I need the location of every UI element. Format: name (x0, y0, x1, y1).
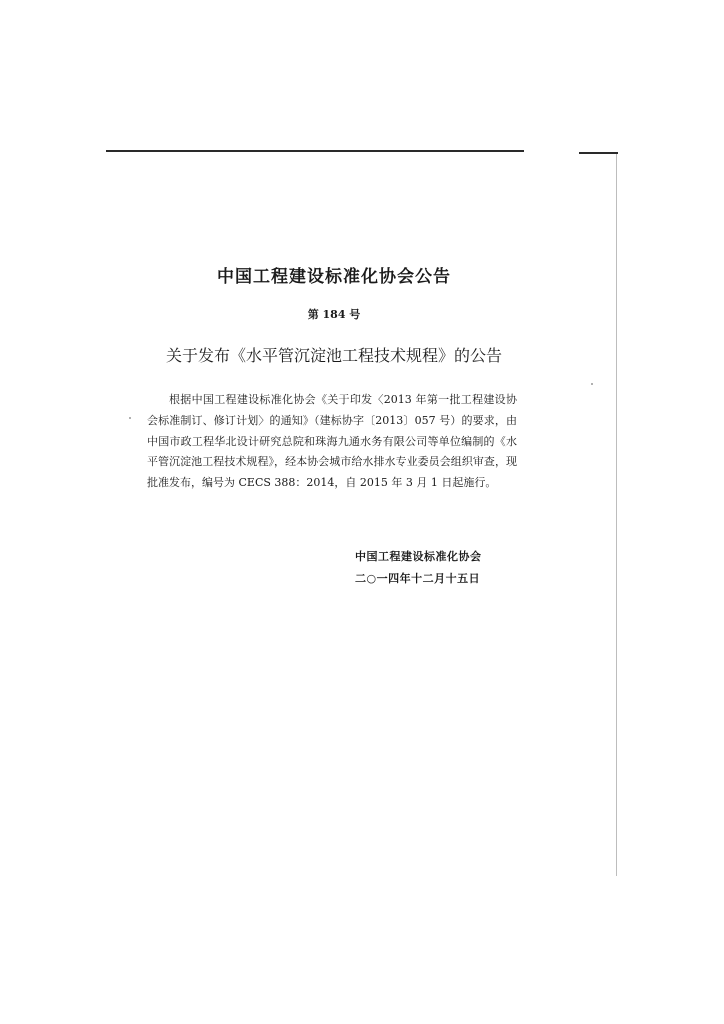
issue-date: 二○一四年十二月十五日 (355, 572, 481, 585)
notice-number: 第 184 号 (307, 308, 361, 321)
announcement-body: 根据中国工程建设标准化协会《关于印发〈2013 年第一批工程建设协会标准制订、修订计划〉的通知》（建标协字〔2013〕057 号）的要求，由中国市政工程华北设计研究总院和珠海九通水务有限公司等单位编制的《水平管沉淀池工程技术规程》，经本协会城市给水排水专业委员会组织审查，现批准发布，编号为 CECS 388：2014，自 2015 年 3 月 1 日起施行。 (147, 393, 517, 490)
scan-speck (129, 417, 131, 419)
document-title: 关于发布《水平管沉淀池工程技术规程》的公告 (165, 346, 502, 365)
header-rule (106, 150, 524, 152)
organization-title: 中国工程建设标准化协会公告 (217, 267, 451, 287)
signature-block (355, 546, 482, 590)
header-rule-fragment (579, 152, 618, 154)
issuer-name: 中国工程建设标准化协会 (355, 550, 482, 563)
scan-speck (591, 383, 593, 385)
